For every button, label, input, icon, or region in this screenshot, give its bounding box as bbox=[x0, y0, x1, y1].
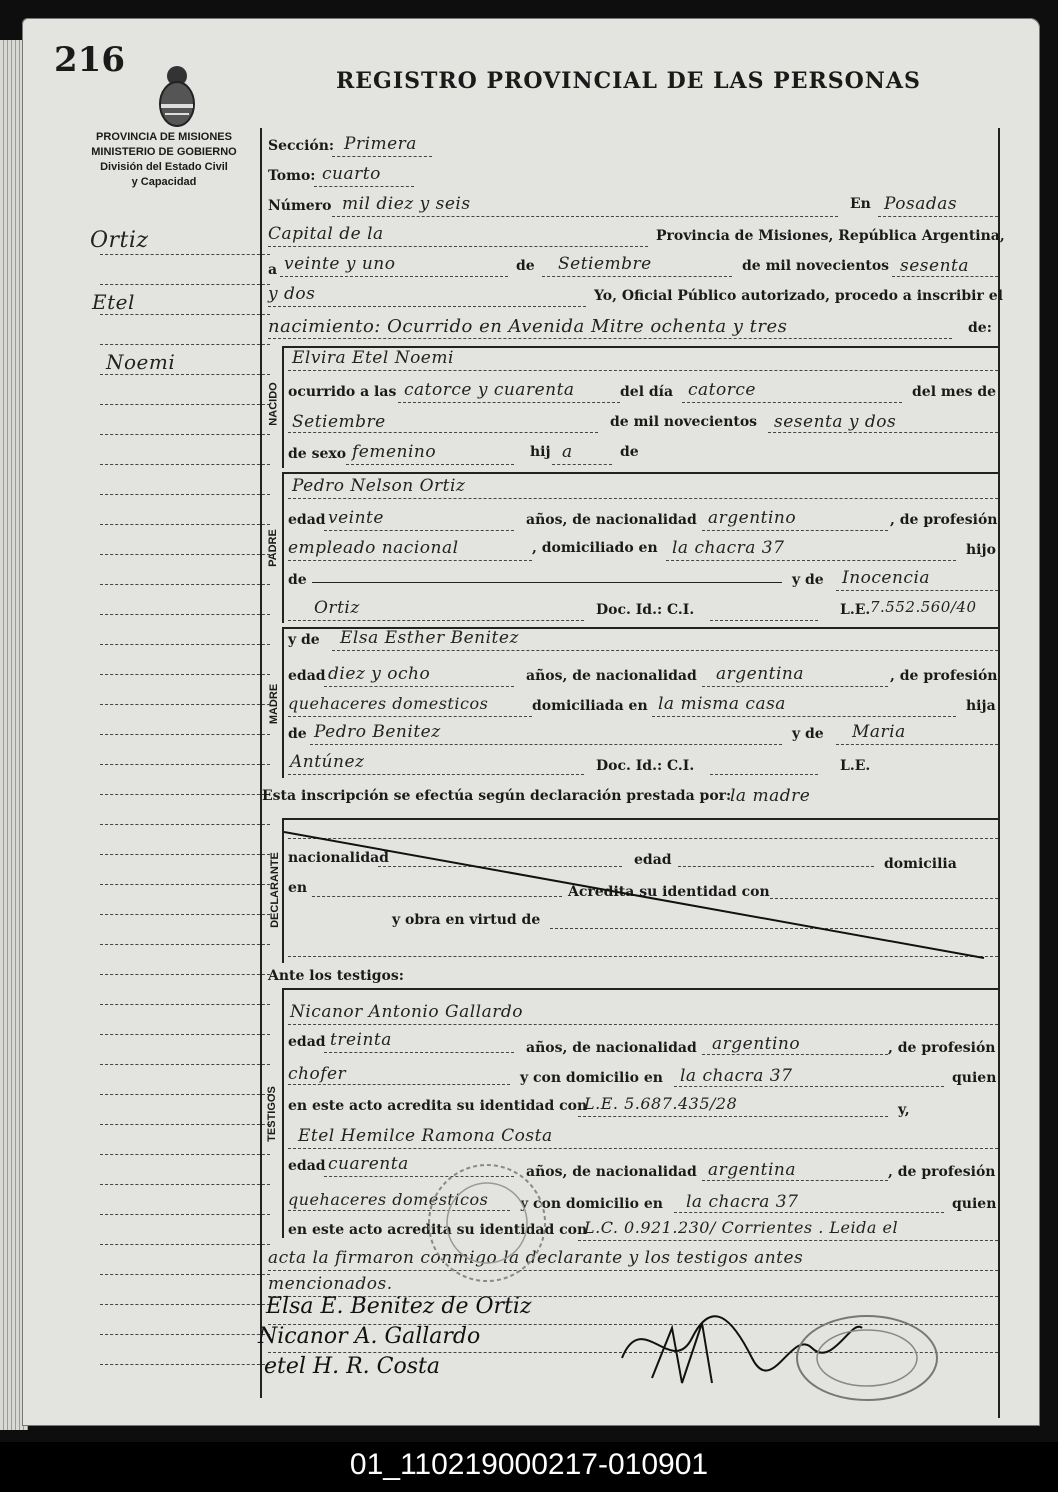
blank-line bbox=[768, 432, 998, 433]
margin-line bbox=[100, 554, 270, 555]
label-edad-declarante: edad bbox=[634, 852, 672, 868]
margin-line bbox=[100, 314, 270, 315]
value-en: Posadas bbox=[884, 194, 958, 214]
margin-line bbox=[100, 1304, 270, 1305]
margin-line bbox=[100, 914, 270, 915]
label-yo: Yo, Oficial Público autorizado, procedo a inscribir el bbox=[594, 288, 1003, 304]
value-cierre-1: acta la firmaron conmigo la declarante y los testigos antes bbox=[268, 1248, 804, 1268]
value-nombre: Elvira Etel Noemi bbox=[292, 348, 454, 368]
margin-line bbox=[100, 1094, 270, 1095]
margin-line bbox=[100, 764, 270, 765]
blank-line bbox=[652, 716, 956, 717]
margin-line bbox=[100, 734, 270, 735]
value-madre-madre: Maria bbox=[852, 722, 906, 742]
margin-line bbox=[100, 524, 270, 525]
blank-line bbox=[324, 530, 514, 531]
value-mes-nac: Setiembre bbox=[292, 412, 386, 432]
value-t2-dom: la chacra 37 bbox=[686, 1192, 799, 1212]
label-seccion: Sección: bbox=[268, 138, 335, 154]
blank-line bbox=[666, 560, 956, 561]
coat-of-arms-icon bbox=[155, 62, 199, 132]
value-madre-padre: Pedro Benitez bbox=[314, 722, 441, 742]
value-capital: Capital de la bbox=[268, 224, 384, 244]
margin-line bbox=[100, 1034, 270, 1035]
value-madre-nombre: Elsa Esther Benitez bbox=[340, 628, 519, 648]
blank-line bbox=[288, 560, 532, 561]
margin-line bbox=[100, 404, 270, 405]
label-de-2: de bbox=[620, 444, 639, 460]
margin-line bbox=[100, 1214, 270, 1215]
registry-stamp-icon bbox=[422, 1158, 552, 1288]
label-en-este-acto-t1: en este acto acredita su identidad con bbox=[288, 1098, 588, 1114]
authority-line: MINISTERIO DE GOBIERNO bbox=[91, 146, 237, 158]
value-nacimiento: nacimiento: Ocurrido en Avenida Mitre ochenta y tres bbox=[268, 316, 788, 337]
form-left-rule bbox=[260, 128, 262, 1398]
blank-line bbox=[702, 1054, 888, 1055]
side-label-padre: PADRE bbox=[266, 529, 279, 567]
label-acredita: Acredita su identidad con bbox=[568, 884, 770, 900]
label-de-3: de bbox=[288, 572, 307, 588]
label-tomo: Tomo: bbox=[268, 168, 316, 184]
label-a: a bbox=[268, 262, 278, 278]
margin-line bbox=[100, 284, 270, 285]
margin-line bbox=[100, 884, 270, 885]
label-de-profesion-t1: , de profesión bbox=[888, 1040, 996, 1056]
value-anio-1: sesenta bbox=[900, 256, 969, 276]
blank-line bbox=[710, 774, 818, 775]
value-t1-nac: argentino bbox=[712, 1034, 801, 1054]
blank-line bbox=[674, 1086, 944, 1087]
margin-line bbox=[100, 344, 270, 345]
value-cierre-2: mencionados. bbox=[268, 1274, 393, 1294]
footer-bar bbox=[0, 1442, 1058, 1492]
blank-line bbox=[280, 276, 508, 277]
side-label-madre: MADRE bbox=[268, 683, 281, 725]
label-de-profesion-madre: , de profesión bbox=[890, 668, 998, 684]
value-t1-prof: chofer bbox=[288, 1064, 347, 1084]
label-quien-t1: quien bbox=[952, 1070, 997, 1086]
value-anio-2: y dos bbox=[268, 284, 316, 304]
margin-line bbox=[100, 494, 270, 495]
blank-line bbox=[578, 1240, 998, 1241]
value-declarante: la madre bbox=[730, 786, 811, 806]
label-en-este-acto-t2: en este acto acredita su identidad con bbox=[288, 1222, 588, 1238]
blank-line bbox=[892, 276, 998, 277]
margin-surname: Ortiz bbox=[90, 228, 149, 253]
margin-line bbox=[100, 584, 270, 585]
value-sexo: femenino bbox=[352, 442, 437, 462]
value-t2-doc: L.C. 0.921.230/ Corrientes . Leida el bbox=[584, 1218, 899, 1237]
blank-line bbox=[288, 1084, 510, 1085]
label-y-de-2: y de bbox=[288, 632, 320, 648]
margin-line bbox=[100, 1184, 270, 1185]
label-le: L.E. bbox=[840, 602, 871, 618]
value-madre-dom: la misma casa bbox=[658, 694, 786, 714]
label-quien-t2: quien bbox=[952, 1196, 997, 1212]
margin-line bbox=[100, 614, 270, 615]
value-padre-edad: veinte bbox=[328, 508, 384, 528]
label-anos-nac: años, de nacionalidad bbox=[526, 512, 697, 528]
label-hij: hij bbox=[530, 444, 551, 460]
struck-line bbox=[312, 582, 782, 583]
blank-line bbox=[332, 650, 998, 651]
label-domiciliada: domiciliada en bbox=[532, 698, 648, 714]
blank-line bbox=[702, 530, 888, 531]
authority-line: PROVINCIA DE MISIONES bbox=[96, 131, 232, 143]
value-hora: catorce y cuarenta bbox=[404, 380, 575, 400]
value-madre-prof: quehaceres domesticos bbox=[288, 694, 489, 713]
blank-line bbox=[878, 216, 998, 217]
blank-line bbox=[398, 402, 620, 403]
testigos-rule bbox=[282, 988, 284, 1238]
blank-line bbox=[552, 464, 612, 465]
blank-line bbox=[702, 1180, 888, 1181]
margin-line bbox=[100, 674, 270, 675]
label-en: En bbox=[850, 196, 871, 212]
blank-line bbox=[268, 1270, 998, 1271]
padre-rule bbox=[282, 473, 284, 623]
label-edad-t2: edad bbox=[288, 1158, 326, 1174]
margin-line bbox=[100, 1064, 270, 1065]
value-t2-prof: quehaceres domesticos bbox=[288, 1190, 489, 1209]
margin-line bbox=[100, 974, 270, 975]
margin-line bbox=[100, 254, 270, 255]
margin-line bbox=[100, 1364, 270, 1365]
value-madre-edad: diez y ocho bbox=[328, 664, 431, 684]
blank-line bbox=[268, 338, 952, 339]
label-hijo: hijo bbox=[966, 542, 996, 558]
label-y-obra: y obra en virtud de bbox=[392, 912, 541, 928]
margin-line bbox=[100, 944, 270, 945]
blank-line bbox=[314, 186, 414, 187]
label-domicilia: domicilia bbox=[884, 856, 957, 872]
blank-line bbox=[836, 744, 998, 745]
label-en-2: en bbox=[288, 880, 308, 896]
declarante-top-rule bbox=[282, 818, 998, 820]
margin-line bbox=[100, 434, 270, 435]
label-y-coma: y, bbox=[898, 1102, 910, 1118]
margin-line bbox=[100, 1334, 270, 1335]
label-inscripcion: Esta inscripción se efectúa según declaración prestada por: bbox=[262, 788, 732, 804]
label-anos-nac-t1: años, de nacionalidad bbox=[526, 1040, 697, 1056]
label-y-con-dom-t1: y con domicilio en bbox=[520, 1070, 663, 1086]
margin-line bbox=[100, 644, 270, 645]
blank-line bbox=[702, 686, 888, 687]
margin-name-2: Noemi bbox=[106, 350, 176, 374]
label-domiciliado: , domiciliado en bbox=[532, 540, 658, 556]
label-edad: edad bbox=[288, 512, 326, 528]
label-del-mes: del mes de bbox=[912, 384, 997, 400]
value-padre-nombre: Pedro Nelson Ortiz bbox=[292, 476, 466, 496]
official-seal-icon bbox=[792, 1308, 942, 1408]
margin-line bbox=[100, 854, 270, 855]
value-padre-madre: Inocencia bbox=[842, 568, 931, 588]
label-anos-nac-madre: años, de nacionalidad bbox=[526, 668, 697, 684]
blank-line bbox=[542, 276, 732, 277]
cancel-strike-line bbox=[284, 828, 996, 962]
blank-line bbox=[332, 216, 838, 217]
blank-line bbox=[674, 1212, 944, 1213]
blank-line bbox=[288, 774, 584, 775]
label-de-4: de bbox=[288, 726, 307, 742]
value-padre-madre-2: Ortiz bbox=[314, 598, 360, 618]
label-y-de-3: y de bbox=[792, 726, 824, 742]
label-provincia: Provincia de Misiones, República Argentina, bbox=[656, 228, 1005, 244]
label-edad-madre: edad bbox=[288, 668, 326, 684]
blank-line bbox=[268, 306, 586, 307]
blank-line bbox=[288, 370, 998, 371]
blank-line bbox=[288, 1024, 998, 1025]
label-de-mil-2: de mil novecientos bbox=[610, 414, 758, 430]
margin-line bbox=[100, 704, 270, 705]
margin-line bbox=[100, 824, 270, 825]
value-hij-suffix: a bbox=[562, 442, 573, 462]
label-de-profesion-t2: , de profesión bbox=[888, 1164, 996, 1180]
label-de-mil: de mil novecientos bbox=[742, 258, 890, 274]
value-padre-le: 7.552.560/40 bbox=[870, 598, 977, 616]
madre-rule bbox=[282, 628, 284, 778]
value-padre-nac: argentino bbox=[708, 508, 797, 528]
value-t2-nac: argentina bbox=[708, 1160, 797, 1180]
side-label-declarante: DECLARANTE bbox=[268, 852, 281, 928]
label-y-de: y de bbox=[792, 572, 824, 588]
label-doc-id: Doc. Id.: C.I. bbox=[596, 602, 695, 618]
signature-testigo-1: Nicanor A. Gallardo bbox=[258, 1324, 481, 1349]
label-y-con-dom-t2: y con domicilio en bbox=[520, 1196, 663, 1212]
blank-line bbox=[288, 620, 584, 621]
blank-line bbox=[346, 464, 514, 465]
value-dia: veinte y uno bbox=[284, 254, 396, 274]
blank-line bbox=[710, 620, 818, 621]
blank-line bbox=[268, 246, 648, 247]
issuing-authority bbox=[74, 130, 254, 190]
margin-line bbox=[100, 1154, 270, 1155]
blank-line bbox=[324, 686, 514, 687]
value-seccion: Primera bbox=[344, 134, 417, 154]
margin-line bbox=[100, 794, 270, 795]
document-id: 01_110219000217-010901 bbox=[349, 1448, 709, 1481]
margin-line bbox=[100, 464, 270, 465]
form-right-rule bbox=[998, 128, 1000, 1418]
label-nacionalidad: nacionalidad bbox=[288, 850, 389, 866]
margin-name-1: Etel bbox=[92, 290, 135, 314]
nacido-rule bbox=[282, 348, 284, 468]
blank-line bbox=[324, 1052, 514, 1053]
label-hija: hija bbox=[966, 698, 996, 714]
signature-testigo-2: etel H. R. Costa bbox=[264, 1354, 440, 1379]
value-t1-nombre: Nicanor Antonio Gallardo bbox=[290, 1002, 523, 1022]
margin-line bbox=[100, 1244, 270, 1245]
margin-line bbox=[100, 1124, 270, 1125]
blank-line bbox=[288, 1148, 998, 1149]
label-de-colon: de: bbox=[968, 320, 992, 336]
value-t1-dom: la chacra 37 bbox=[680, 1066, 793, 1086]
label-edad-t1: edad bbox=[288, 1034, 326, 1050]
value-padre-dom: la chacra 37 bbox=[672, 538, 785, 558]
blank-line bbox=[288, 432, 598, 433]
blank-line bbox=[310, 744, 782, 745]
blank-line bbox=[578, 1116, 888, 1117]
value-tomo: cuarto bbox=[322, 164, 381, 184]
margin-line bbox=[100, 374, 270, 375]
label-del-dia: del día bbox=[620, 384, 674, 400]
label-de: de bbox=[516, 258, 535, 274]
label-de-sexo: de sexo bbox=[288, 446, 347, 462]
value-t1-doc: L.E. 5.687.435/28 bbox=[584, 1094, 738, 1113]
label-doc-id-madre: Doc. Id.: C.I. bbox=[596, 758, 695, 774]
authority-line: y Capacidad bbox=[131, 176, 197, 188]
label-ocurrido: ocurrido a las bbox=[288, 384, 397, 400]
value-padre-prof: empleado nacional bbox=[288, 538, 459, 558]
blank-line bbox=[288, 498, 998, 499]
label-le-madre: L.E. bbox=[840, 758, 871, 774]
value-madre-madre-2: Antúnez bbox=[290, 752, 365, 772]
padre-top-rule bbox=[282, 472, 998, 474]
value-t2-nombre: Etel Hemilce Ramona Costa bbox=[298, 1126, 553, 1146]
signature-madre: Elsa E. Benitez de Ortiz bbox=[266, 1294, 532, 1319]
value-mes: Setiembre bbox=[558, 254, 652, 274]
authority-line: División del Estado Civil bbox=[100, 161, 228, 173]
side-label-nacido: NACIDO bbox=[267, 382, 280, 426]
label-ante: Ante los testigos: bbox=[268, 968, 404, 984]
blank-line bbox=[288, 716, 532, 717]
side-label-testigos: TESTIGOS bbox=[265, 1086, 278, 1142]
value-madre-nac: argentina bbox=[716, 664, 805, 684]
value-numero: mil diez y seis bbox=[342, 194, 471, 214]
value-t2-edad: cuarenta bbox=[328, 1154, 409, 1174]
label-numero: Número bbox=[268, 198, 332, 214]
value-anio-nac: sesenta y dos bbox=[774, 412, 897, 432]
page-number: 216 bbox=[54, 40, 125, 80]
blank-line bbox=[682, 402, 902, 403]
value-t1-edad: treinta bbox=[330, 1030, 392, 1050]
value-dia-nac: catorce bbox=[688, 380, 756, 400]
register-sheet bbox=[22, 18, 1040, 1426]
margin-line bbox=[100, 1004, 270, 1005]
blank-line bbox=[332, 156, 432, 157]
blank-line bbox=[836, 590, 998, 591]
testigos-top-rule bbox=[282, 988, 998, 990]
margin-line bbox=[100, 1274, 270, 1275]
document-title: REGISTRO PROVINCIAL DE LAS PERSONAS bbox=[336, 68, 921, 94]
label-anos-nac-t2: años, de nacionalidad bbox=[526, 1164, 697, 1180]
label-de-profesion: , de profesión bbox=[890, 512, 998, 528]
